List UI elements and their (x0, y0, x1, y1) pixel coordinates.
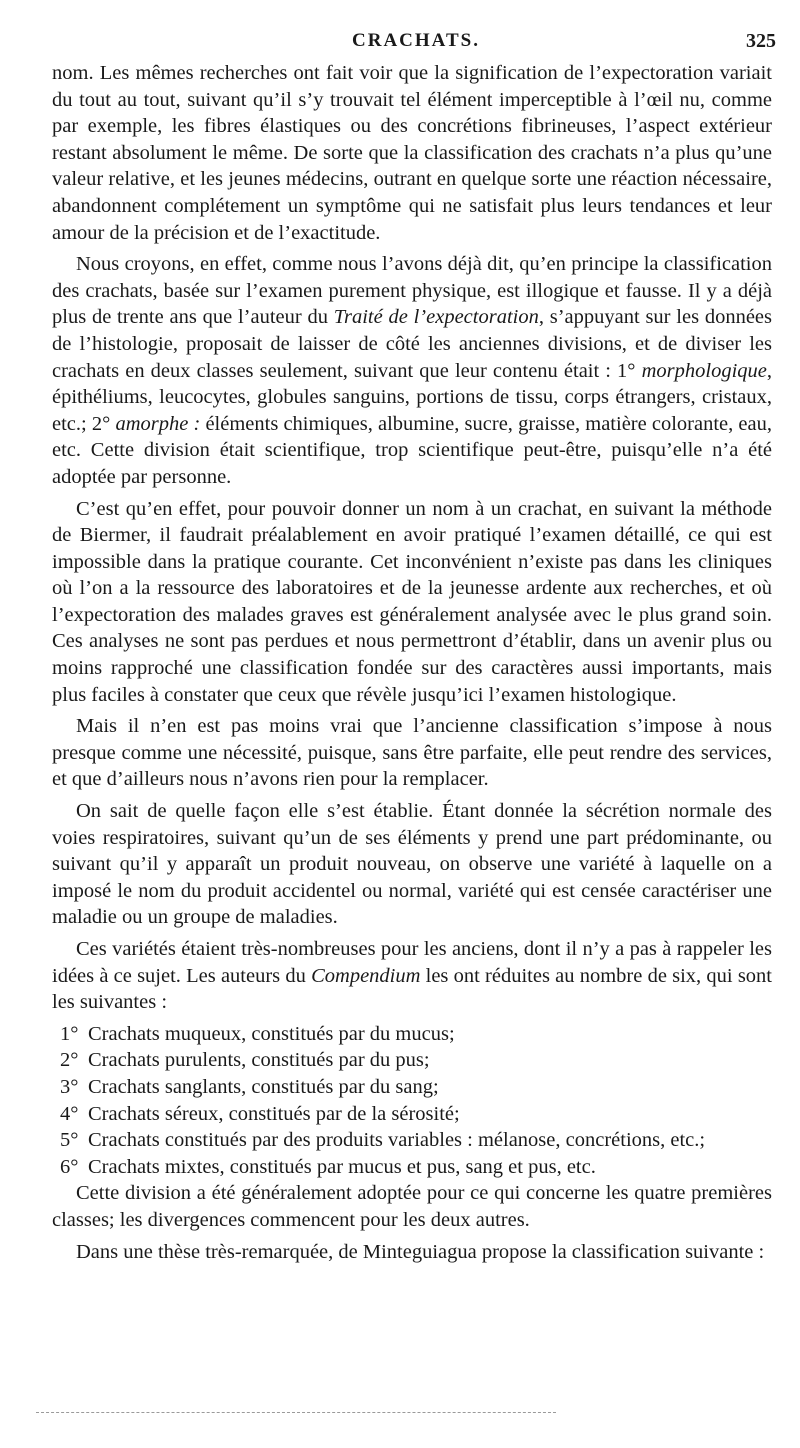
list-item-text: Crachats mixtes, constitués par mucus et pus, sang et pus, etc. (88, 1155, 596, 1178)
paragraph-6-text-a: Ces variétés étaient très-nombreuses pour les anciens, dont il n’y a pas à rappeler les idées à ce sujet. Les auteurs du (52, 938, 772, 987)
list-item (60, 1047, 772, 1074)
list-item-text: Crachats muqueux, constitués par du mucus; (88, 1022, 455, 1045)
paragraph-2 (52, 251, 772, 490)
paragraph-6-text-b: les ont réduites au nombre de six, qui sont les suivantes : (52, 964, 772, 1014)
paragraph-7: Cette division a été généralement adoptée pour ce qui concerne les quatre premières classes; les divergences commencent pour les deux autres. (52, 1182, 772, 1231)
paragraph-2-text-b: , s’appuyant sur les données de l’histologie, proposait de laisser de côté les anciennes divisions, et de diviser les crachats en deux classes seulement, suivant que leur contenu était : 1° (52, 306, 772, 382)
list-item-number: 3° (60, 1075, 79, 1098)
paragraph-4: Mais il n’en est pas moins vrai que l’ancienne classification s’impose à nous presque comme une nécessité, puisque, sans être parfaite, elle peut rendre des services, et que d’ailleurs nous n’avons rien pour la remplacer. (52, 715, 772, 791)
paragraph-8: Dans une thèse très-remarquée, de Minteguiagua propose la classification suivante : (76, 1240, 765, 1263)
paragraph-5: On sait de quelle façon elle s’est établie. Étant donnée la sécrétion normale des voies respiratoires, suivant qu’un de ses éléments y prend une part prédominante, ou suivant qu’il y apparaît un produit nouveau, on observe une variété à laquelle on a imposé le nom du produit accidentel ou normal, variété qui est censée caractériser une maladie ou un groupe de maladies. (52, 800, 772, 929)
list-item-number: 5° (60, 1129, 79, 1152)
paragraph-6-italic-compendium: Compendium (311, 964, 421, 987)
paragraph-2-text-c: , épithéliums, leucocytes, globules sanguins, portions de tissu, corps étrangers, cristaux, etc.; 2° (52, 359, 772, 435)
list-item-text: Crachats constitués par des produits variables : mélanose, concrétions, etc.; (88, 1129, 706, 1152)
paragraph-2-italic-title: Traité de l’expectoration (333, 306, 539, 329)
body-text (52, 60, 772, 1270)
list-item-number: 2° (60, 1049, 79, 1072)
list-item-text: Crachats séreux, constitués par de la sérosité; (88, 1102, 460, 1125)
list-item-number: 1° (60, 1022, 79, 1045)
list-item (60, 1101, 772, 1128)
running-head (56, 30, 776, 56)
list-item (60, 1154, 772, 1181)
list-item (60, 1074, 772, 1101)
paragraph-2-italic-morphologique: morphologique (641, 359, 767, 382)
list-item (60, 1127, 772, 1154)
footer-rule (36, 1412, 556, 1413)
list-item-text: Crachats purulents, constitués par du pus; (88, 1049, 430, 1072)
paragraph-3: C’est qu’en effet, pour pouvoir donner un nom à un crachat, en suivant la méthode de Biermer, il faudrait préalablement en avoir pratiqué l’examen détaillé, ce qui est impossible dans la pratique courante. Cet inconvénient n’existe pas dans les cliniques où l’on a la ressource des laboratoires et de la jeunesse ardente aux recherches, et où l’expectoration des malades graves est généralement analysée avec le plus grand soin. Ces analyses ne sont pas perdues et nous permettront d’établir, dans un avenir plus ou moins rapproché une classification fondée sur des caractères aussi importants, mais plus faciles à constater que ceux que révèle jusqu’ici l’examen histologique. (52, 497, 772, 706)
paragraph-2-text-a: Nous croyons, en effet, comme nous l’avons déjà dit, qu’en principe la classification des crachats, basée sur l’examen purement physique, est illogique et fausse. Il y a déjà plus de trente ans que l’auteur du (52, 253, 772, 329)
list-item-number: 6° (60, 1155, 79, 1178)
classification-list (60, 1021, 772, 1181)
paragraph-6 (52, 936, 772, 1016)
list-item (60, 1021, 772, 1048)
paragraph-1: nom. Les mêmes recherches ont fait voir que la signification de l’expectoration variait du tout au tout, suivant qu’il s’y trouvait tel élément imperceptible à l’œil nu, comme par exemple, les fibres élastiques ou des concrétions fibrineuses, l’aspect extérieur restant absolument le même. De sorte que la classification des crachats n’a plus qu’une valeur relative, et les jeunes médecins, outrant en quelque sorte une réaction nécessaire, abandonnent complétement un symptôme qui ne satisfait plus leurs tendances et leur amour de la précision et de l’exactitude. (52, 62, 772, 244)
running-title: CRACHATS. (352, 30, 480, 51)
list-item-text: Crachats sanglants, constitués par du sang; (88, 1075, 439, 1098)
paragraph-2-text-d: éléments chimiques, albumine, sucre, graisse, matière colorante, eau, etc. Cette division était scientifique, trop scientifique peut-être, puisqu’elle n’a été adoptée par personne. (52, 412, 772, 488)
page-number: 325 (746, 30, 776, 52)
list-item-number: 4° (60, 1102, 79, 1125)
paragraph-2-italic-amorphe: amorphe : (115, 412, 201, 435)
